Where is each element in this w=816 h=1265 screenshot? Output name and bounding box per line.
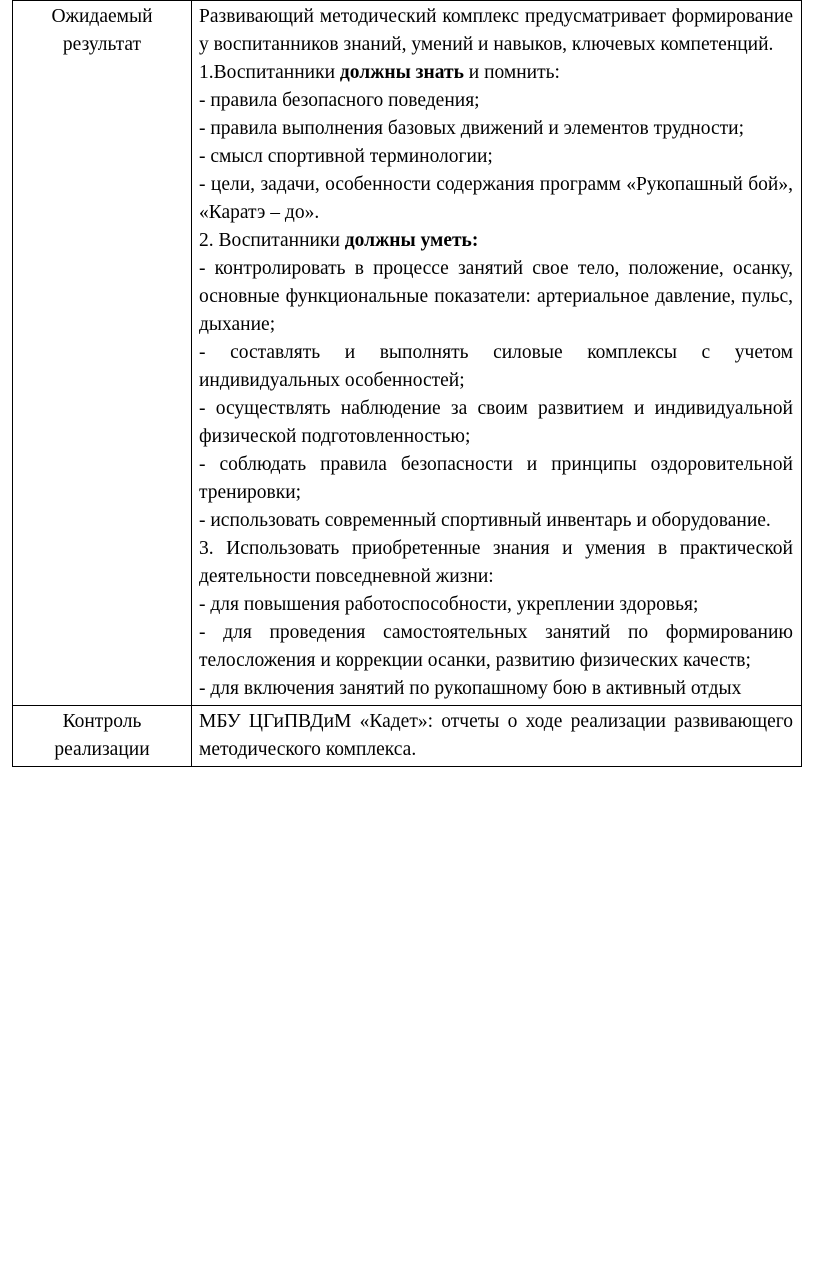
section-1-prefix: 1.Воспитанники	[199, 62, 340, 83]
list-item: - для повышения работоспособности, укреплении здоровья;	[199, 594, 699, 615]
row-content-expected-result	[192, 1, 802, 706]
document-table	[12, 0, 802, 767]
control-paragraph: МБУ ЦГиПВДиМ «Кадет»: отчеты о ходе реализации развивающего методического комплекса.	[199, 711, 793, 760]
list-item: - цели, задачи, особенности содержания программ «Рукопашный бой», «Каратэ – до».	[199, 174, 793, 223]
intro-paragraph: Развивающий методический комплекс предусматривает формирование у воспитанников знаний, умений и навыков, ключевых компетенций.	[199, 6, 793, 55]
row-content-control	[192, 706, 802, 767]
section-2-heading	[199, 227, 793, 255]
list-item: - использовать современный спортивный инвентарь и оборудование.	[199, 510, 771, 531]
table-row-control	[13, 706, 802, 767]
list-item: - соблюдать правила безопасности и принципы оздоровительной тренировки;	[199, 454, 793, 503]
section-3-heading: 3. Использовать приобретенные знания и умения в практической деятельности повседневной жизни:	[199, 538, 793, 587]
list-item: - составлять и выполнять силовые комплексы с учетом индивидуальных особенностей;	[199, 342, 793, 391]
section-1-suffix: и помнить:	[463, 62, 560, 83]
list-item: - контролировать в процессе занятий свое тело, положение, осанку, основные функциональные показатели: артериальное давление, пульс, дыхание;	[199, 258, 793, 335]
list-item: - для включения занятий по рукопашному бою в активный отдых	[199, 678, 742, 699]
list-item: - смысл спортивной терминологии;	[199, 146, 493, 167]
list-item: - осуществлять наблюдение за своим развитием и индивидуальной физической подготовленностью;	[199, 398, 793, 447]
section-2-bold: должны уметь:	[344, 230, 479, 251]
list-item: - правила выполнения базовых движений и элементов трудности;	[199, 118, 744, 139]
row-label-control: Контроль реализации	[13, 706, 192, 767]
section-1-heading	[199, 59, 793, 87]
section-1-bold: должны знать	[339, 62, 464, 83]
list-item: - правила безопасного поведения;	[199, 90, 480, 111]
table-row-expected-result	[13, 1, 802, 706]
section-2-prefix: 2. Воспитанники	[199, 230, 345, 251]
row-label-expected-result: Ожидаемый результат	[13, 1, 192, 706]
list-item: - для проведения самостоятельных занятий по формированию телосложения и коррекции осанки, развитию физических качеств;	[199, 622, 793, 671]
